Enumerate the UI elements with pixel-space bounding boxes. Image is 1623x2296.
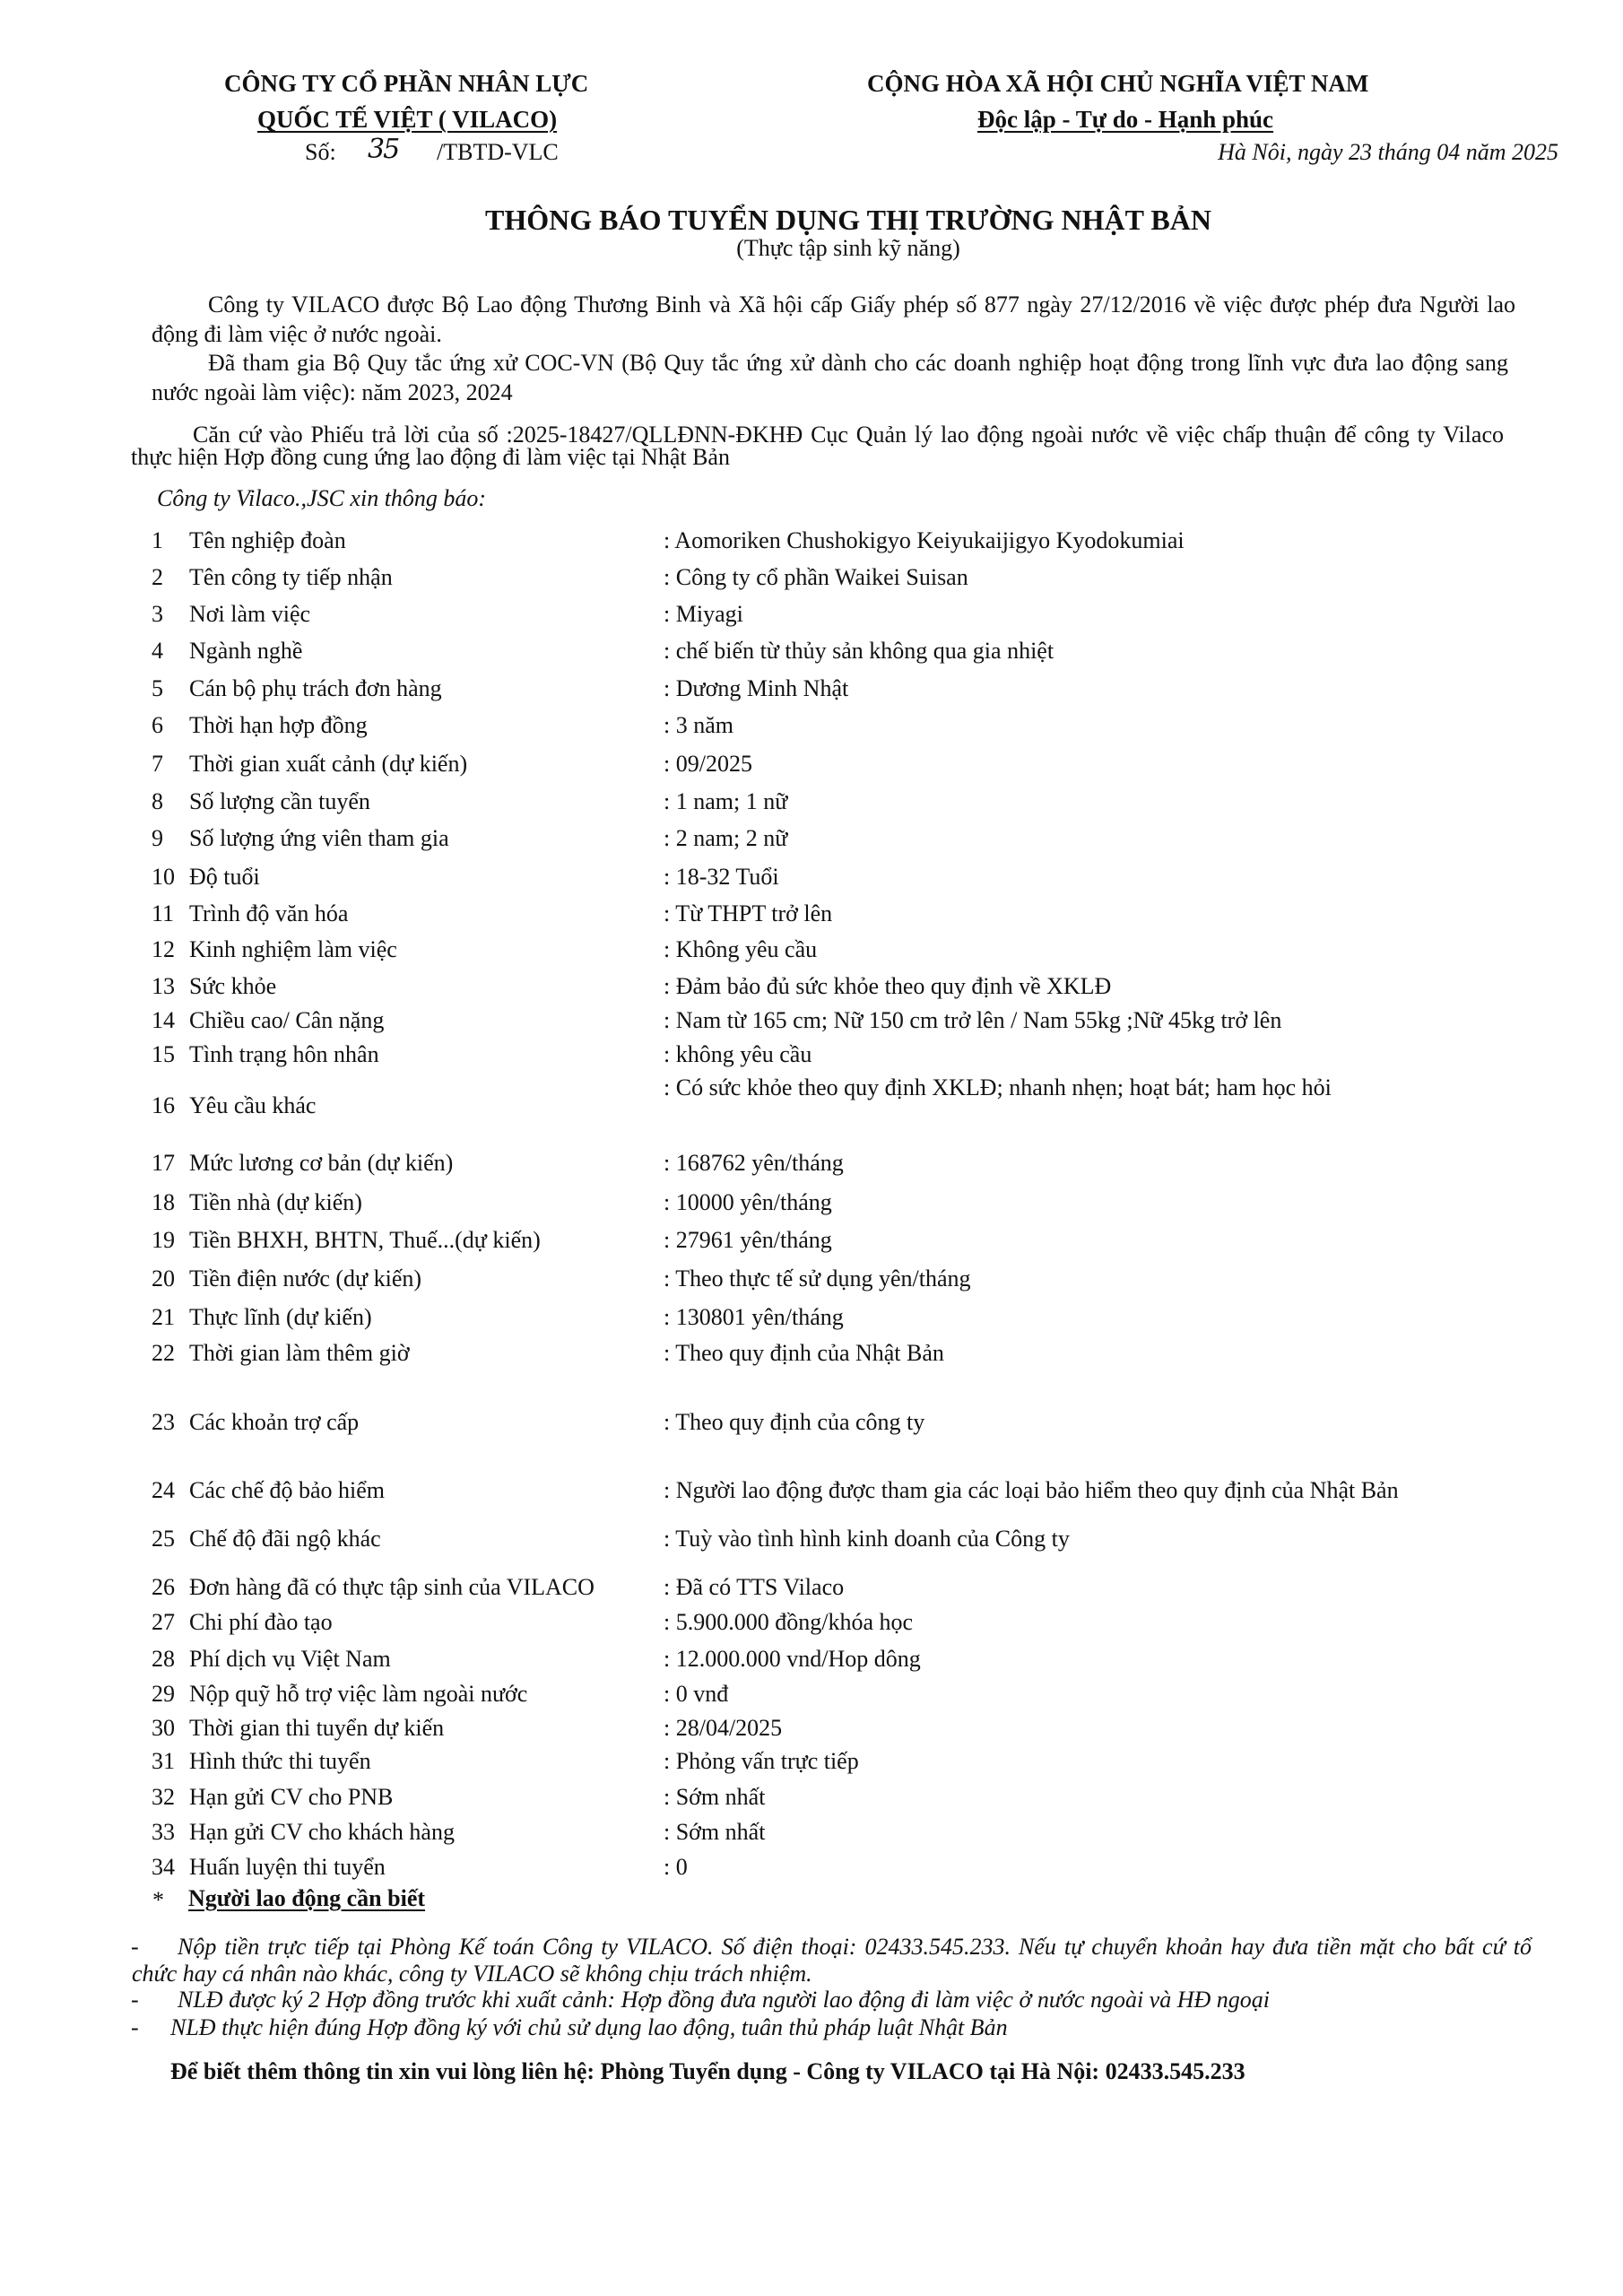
row-value: : Công ty cổ phần Waikei Suisan xyxy=(664,564,968,590)
row-value: : Aomoriken Chushokigyo Keiyukaijigyo Kyodokumiai xyxy=(664,527,1185,553)
row-label: Nơi làm việc xyxy=(189,601,311,627)
row-value: : Theo quy định của công ty xyxy=(664,1409,925,1435)
row-label: Đơn hàng đã có thực tập sinh của VILACO xyxy=(189,1574,595,1600)
row-number: 5 xyxy=(152,675,163,701)
announcement-lead: Công ty Vilaco.,JSC xin thông báo: xyxy=(157,485,487,511)
row-value: : Không yêu cầu xyxy=(664,936,818,962)
row-value: : 1 nam; 1 nữ xyxy=(664,788,788,814)
row-label: Chi phí đào tạo xyxy=(189,1609,333,1635)
row-label: Các khoản trợ cấp xyxy=(189,1409,360,1435)
row-value: : không yêu cầu xyxy=(664,1041,812,1067)
row-label: Tiền BHXH, BHTN, Thuế...(dự kiến) xyxy=(189,1227,541,1253)
row-label: Trình độ văn hóa xyxy=(189,900,349,926)
company-name-line1: CÔNG TY CỔ PHẦN NHÂN LỰC xyxy=(224,70,589,97)
notes-marker: * xyxy=(152,1887,164,1913)
row-value: : 5.900.000 đồng/khóa học xyxy=(664,1609,914,1635)
row-number: 33 xyxy=(152,1819,175,1845)
note1-bullet: - xyxy=(131,1934,139,1960)
row-value: : Sớm nhất xyxy=(664,1819,766,1845)
intro-para2-line1: Đã tham gia Bộ Quy tắc ứng xử COC-VN (Bộ Quy tắc ứng xử dành cho các doanh nghiệp hoạt động trong lĩnh vực đưa lao động sang xyxy=(208,350,1508,376)
row-value: : 12.000.000 vnd/Hop dông xyxy=(664,1646,921,1672)
row-value: : 09/2025 xyxy=(664,751,752,777)
row-number: 26 xyxy=(152,1574,175,1600)
row-label: Các chế độ bảo hiểm xyxy=(189,1477,386,1503)
company-name-line2: QUỐC TẾ VIỆT ( VILACO) xyxy=(257,106,558,133)
intro-para3-line2: thực hiện Hợp đồng cung ứng lao động đi làm việc tại Nhật Bản xyxy=(131,444,730,470)
row-label: Tiền điện nước (dự kiến) xyxy=(189,1265,422,1292)
row-label: Mức lương cơ bản (dự kiến) xyxy=(189,1150,454,1176)
row-number: 25 xyxy=(152,1526,175,1552)
document-number xyxy=(305,141,336,164)
note1-line1: Nộp tiền trực tiếp tại Phòng Kế toán Công ty VILACO. Số điện thoại: 02433.545.233. Nếu tự chuyển khoản hay đưa tiền mặt cho bất cứ tổ xyxy=(178,1934,1532,1960)
row-value: : Có sức khỏe theo quy định XKLĐ; nhanh nhẹn; hoạt bát; ham học hỏi xyxy=(664,1074,1332,1100)
row-number: 19 xyxy=(152,1227,175,1253)
row-label: Thời gian làm thêm giờ xyxy=(189,1340,410,1366)
row-number: 24 xyxy=(152,1477,175,1503)
page-title: THÔNG BÁO TUYỂN DỤNG THỊ TRƯỜNG NHẬT BẢN xyxy=(485,204,1211,236)
row-value: : Tuỳ vào tình hình kinh doanh của Công ty xyxy=(664,1526,1070,1552)
row-value: : 168762 yên/tháng xyxy=(664,1150,844,1176)
row-value: : Sớm nhất xyxy=(664,1784,766,1810)
row-value: : 3 năm xyxy=(664,712,733,738)
row-value: : Phỏng vấn trực tiếp xyxy=(664,1748,859,1774)
row-value: : 0 vnđ xyxy=(664,1681,729,1707)
row-number: 11 xyxy=(152,900,175,926)
row-label: Ngành nghề xyxy=(189,638,303,664)
intro-para1-line2: động đi làm việc ở nước ngoài. xyxy=(152,321,442,347)
row-label: Hình thức thi tuyển xyxy=(189,1748,371,1774)
row-value: : Đã có TTS Vilaco xyxy=(664,1574,845,1600)
row-value: : Người lao động được tham gia các loại bảo hiểm theo quy định của Nhật Bản xyxy=(664,1477,1399,1503)
row-number: 6 xyxy=(152,712,163,738)
row-label: Kinh nghiệm làm việc xyxy=(189,936,397,962)
row-label: Chế độ đãi ngộ khác xyxy=(189,1526,381,1552)
row-number: 2 xyxy=(152,564,163,590)
row-label: Yêu cầu khác xyxy=(189,1092,317,1118)
row-number: 30 xyxy=(152,1715,175,1741)
page-subtitle: (Thực tập sinh kỹ năng) xyxy=(736,235,960,261)
row-label: Tiền nhà (dự kiến) xyxy=(189,1189,362,1215)
row-label: Tình trạng hôn nhân xyxy=(189,1041,379,1067)
row-value: : chế biến từ thủy sản không qua gia nhiệt xyxy=(664,638,1055,664)
row-value: : Theo quy định của Nhật Bản xyxy=(664,1340,944,1366)
row-number: 21 xyxy=(152,1304,175,1330)
row-number: 1 xyxy=(152,527,163,553)
row-label: Tên công ty tiếp nhận xyxy=(189,564,393,590)
document-number-label: Số: xyxy=(305,139,336,165)
row-value: : Nam từ 165 cm; Nữ 150 cm trở lên / Nam 55kg ;Nữ 45kg trở lên xyxy=(664,1007,1282,1033)
row-label: Nộp quỹ hỗ trợ việc làm ngoài nước xyxy=(189,1681,528,1707)
document-date: Hà Nôi, ngày 23 tháng 04 năm 2025 xyxy=(1218,139,1558,165)
notes-heading: Người lao động cần biết xyxy=(188,1885,426,1911)
row-label: Số lượng cần tuyển xyxy=(189,788,370,814)
row-value: : 10000 yên/tháng xyxy=(664,1189,832,1215)
row-number: 3 xyxy=(152,601,163,627)
intro-para1-line1: Công ty VILACO được Bộ Lao động Thương Binh và Xã hội cấp Giấy phép số 877 ngày 27/12/2016 về việc được phép đưa Người lao xyxy=(208,291,1515,317)
row-value: : Dương Minh Nhật xyxy=(664,675,849,701)
row-number: 10 xyxy=(152,864,175,890)
row-value: : Theo thực tế sử dụng yên/tháng xyxy=(664,1265,971,1292)
row-label: Số lượng ứng viên tham gia xyxy=(189,825,449,851)
row-number: 34 xyxy=(152,1854,175,1880)
row-number: 14 xyxy=(152,1007,175,1033)
row-value: : 2 nam; 2 nữ xyxy=(664,825,788,851)
row-number: 4 xyxy=(152,638,163,664)
contact-footer: Để biết thêm thông tin xin vui lòng liên hệ: Phòng Tuyển dụng - Công ty VILACO tại Hà Nội: 02433.545.233 xyxy=(170,2058,1245,2084)
row-number: 23 xyxy=(152,1409,175,1435)
row-number: 17 xyxy=(152,1150,175,1176)
row-label: Thời gian thi tuyển dự kiến xyxy=(189,1715,445,1741)
row-number: 15 xyxy=(152,1041,175,1067)
row-value: : 130801 yên/tháng xyxy=(664,1304,844,1330)
row-label: Độ tuổi xyxy=(189,864,260,890)
row-value: : 18-32 Tuổi xyxy=(664,864,779,890)
row-label: Thực lĩnh (dự kiến) xyxy=(189,1304,372,1330)
row-value: : Đảm bảo đủ sức khỏe theo quy định về XKLĐ xyxy=(664,973,1112,999)
row-number: 22 xyxy=(152,1340,175,1366)
row-number: 18 xyxy=(152,1189,175,1215)
row-number: 8 xyxy=(152,788,163,814)
row-number: 9 xyxy=(152,825,163,851)
row-label: Hạn gửi CV cho khách hàng xyxy=(189,1819,455,1845)
row-label: Phí dịch vụ Việt Nam xyxy=(189,1646,391,1672)
row-number: 28 xyxy=(152,1646,175,1672)
row-value: : 28/04/2025 xyxy=(664,1715,783,1741)
row-number: 12 xyxy=(152,936,175,962)
row-number: 7 xyxy=(152,751,163,777)
note2-text: NLĐ được ký 2 Hợp đồng trước khi xuất cảnh: Hợp đồng đưa người lao động đi làm việc ở nước ngoài và HĐ ngoại xyxy=(178,1987,1270,2013)
note2-bullet: - xyxy=(131,1987,139,2013)
note3-text: NLĐ thực hiện đúng Hợp đồng ký với chủ sử dụng lao động, tuân thủ pháp luật Nhật Bản xyxy=(170,2014,1008,2040)
row-label: Hạn gửi CV cho PNB xyxy=(189,1784,394,1810)
nation-title: CỘNG HÒA XÃ HỘI CHỦ NGHĨA VIỆT NAM xyxy=(867,70,1369,97)
row-number: 27 xyxy=(152,1609,175,1635)
row-label: Thời gian xuất cảnh (dự kiến) xyxy=(189,751,468,777)
row-number: 13 xyxy=(152,973,175,999)
row-value: : Từ THPT trở lên xyxy=(664,900,833,926)
row-value: : Miyagi xyxy=(664,601,743,627)
intro-para3-line1: Căn cứ vào Phiếu trả lời của số :2025-18427/QLLĐNN-ĐKHĐ Cục Quản lý lao động ngoài nước về việc chấp thuận để công ty Vilaco xyxy=(193,422,1504,448)
nation-motto: Độc lập - Tự do - Hạnh phúc xyxy=(977,106,1274,133)
row-value: : 27961 yên/tháng xyxy=(664,1227,832,1253)
handwritten-number: 35 xyxy=(368,134,399,165)
row-label: Thời hạn hợp đồng xyxy=(189,712,368,738)
row-value: : 0 xyxy=(664,1854,688,1880)
intro-para2-line2: nước ngoài làm việc): năm 2023, 2024 xyxy=(152,379,513,405)
row-number: 31 xyxy=(152,1748,175,1774)
row-label: Huấn luyện thi tuyển xyxy=(189,1854,386,1880)
note1-line2: chức hay cá nhân nào khác, công ty VILACO sẽ không chịu trách nhiệm. xyxy=(132,1961,812,1987)
row-label: Sức khỏe xyxy=(189,973,277,999)
row-label: Chiều cao/ Cân nặng xyxy=(189,1007,385,1033)
row-number: 32 xyxy=(152,1784,175,1810)
row-label: Tên nghiệp đoàn xyxy=(189,527,346,553)
row-number: 20 xyxy=(152,1265,175,1292)
document-number-suffix: /TBTD-VLC xyxy=(437,139,559,165)
row-number: 16 xyxy=(152,1092,175,1118)
row-number: 29 xyxy=(152,1681,175,1707)
row-label: Cán bộ phụ trách đơn hàng xyxy=(189,675,442,701)
note3-bullet: - xyxy=(131,2014,139,2040)
